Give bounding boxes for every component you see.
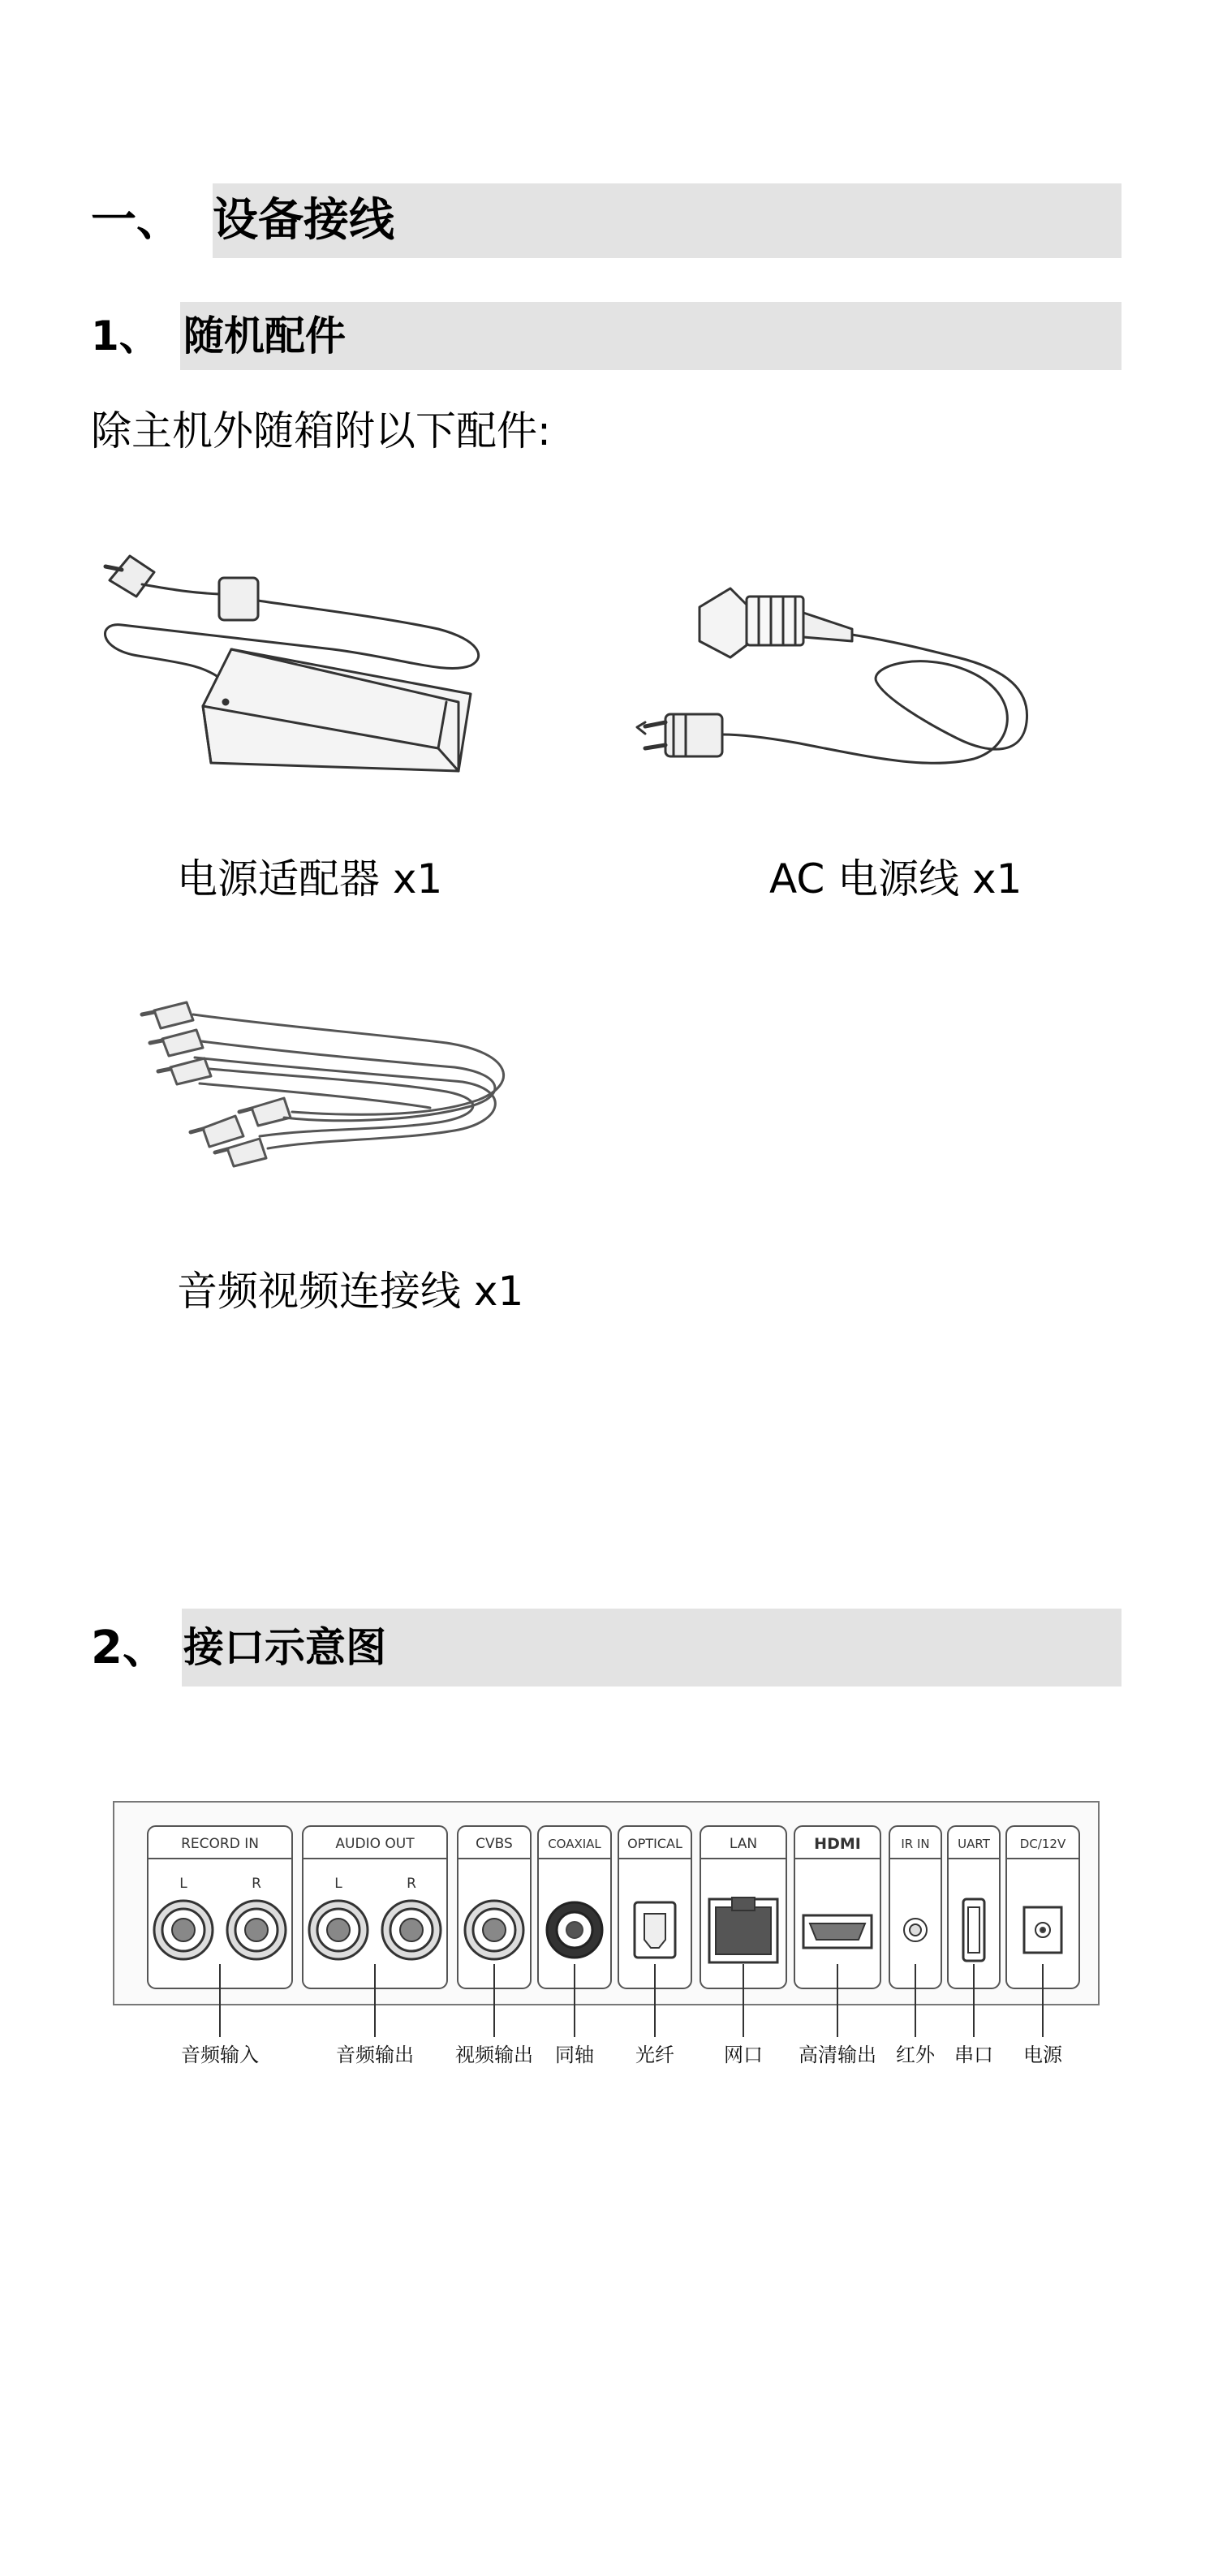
- rca-jack-icon: [309, 1901, 368, 1959]
- subsection-title: 随机配件: [183, 312, 346, 360]
- intro-text: 除主机外随箱附以下配件:: [91, 407, 551, 454]
- port-caption: 视频输出: [455, 2044, 533, 2066]
- channel-label: L: [179, 1876, 187, 1892]
- port-label: RECORD IN: [181, 1836, 259, 1852]
- port-label: DC/12V: [1019, 1837, 1066, 1851]
- port-label: AUDIO OUT: [335, 1836, 415, 1852]
- coaxial-jack-icon: [547, 1902, 602, 1958]
- channel-label: L: [334, 1876, 342, 1892]
- rca-jack-icon: [227, 1901, 286, 1959]
- av-cable-icon: [138, 978, 519, 1181]
- rca-jack-icon: [382, 1901, 441, 1959]
- accessory-label: 音频视频连接线 x1: [177, 1268, 524, 1315]
- port-caption: 网口: [724, 2044, 763, 2066]
- section-title: 设备接线: [213, 194, 394, 247]
- port-caption: 音频输入: [181, 2044, 259, 2066]
- hdmi-jack-icon: [803, 1915, 872, 1948]
- port-caption: 光纤: [635, 2044, 674, 2066]
- port-label: COAXIAL: [548, 1837, 601, 1851]
- port-label: UART: [958, 1837, 990, 1851]
- port-label: LAN: [729, 1836, 758, 1852]
- subsection-number: 1、: [91, 312, 160, 360]
- channel-label: R: [252, 1876, 261, 1892]
- dc-jack-icon: [1024, 1907, 1061, 1953]
- channel-label: R: [407, 1876, 416, 1892]
- port-caption: 音频输出: [336, 2044, 414, 2066]
- ir-jack-icon: [904, 1919, 927, 1941]
- port-label: HDMI: [814, 1835, 861, 1853]
- uart-jack-icon: [963, 1899, 984, 1961]
- section-number: 一、: [91, 194, 182, 247]
- port-caption: 高清输出: [799, 2044, 876, 2066]
- port-label: IR IN: [901, 1837, 930, 1851]
- accessory-label: 电源适配器 x1: [177, 855, 443, 902]
- port-label: CVBS: [476, 1836, 513, 1852]
- ac-power-cord-icon: [617, 560, 1055, 795]
- subsection-title: 接口示意图: [183, 1624, 386, 1671]
- lan-jack-icon: [709, 1898, 777, 1962]
- port-caption: 红外: [896, 2044, 935, 2066]
- power-adapter-icon: [89, 536, 495, 803]
- rca-jack-icon: [465, 1901, 523, 1959]
- port-caption: 同轴: [555, 2044, 594, 2066]
- accessory-label: AC 电源线 x1: [769, 855, 1022, 902]
- rca-jack-icon: [154, 1901, 213, 1959]
- optical-jack-icon: [635, 1902, 675, 1958]
- port-caption: 电源: [1023, 2044, 1062, 2066]
- rear-panel-diagram: [105, 1794, 1112, 2070]
- subsection-number: 2、: [91, 1622, 168, 1674]
- port-caption: 串口: [954, 2044, 993, 2066]
- port-label: OPTICAL: [627, 1836, 682, 1851]
